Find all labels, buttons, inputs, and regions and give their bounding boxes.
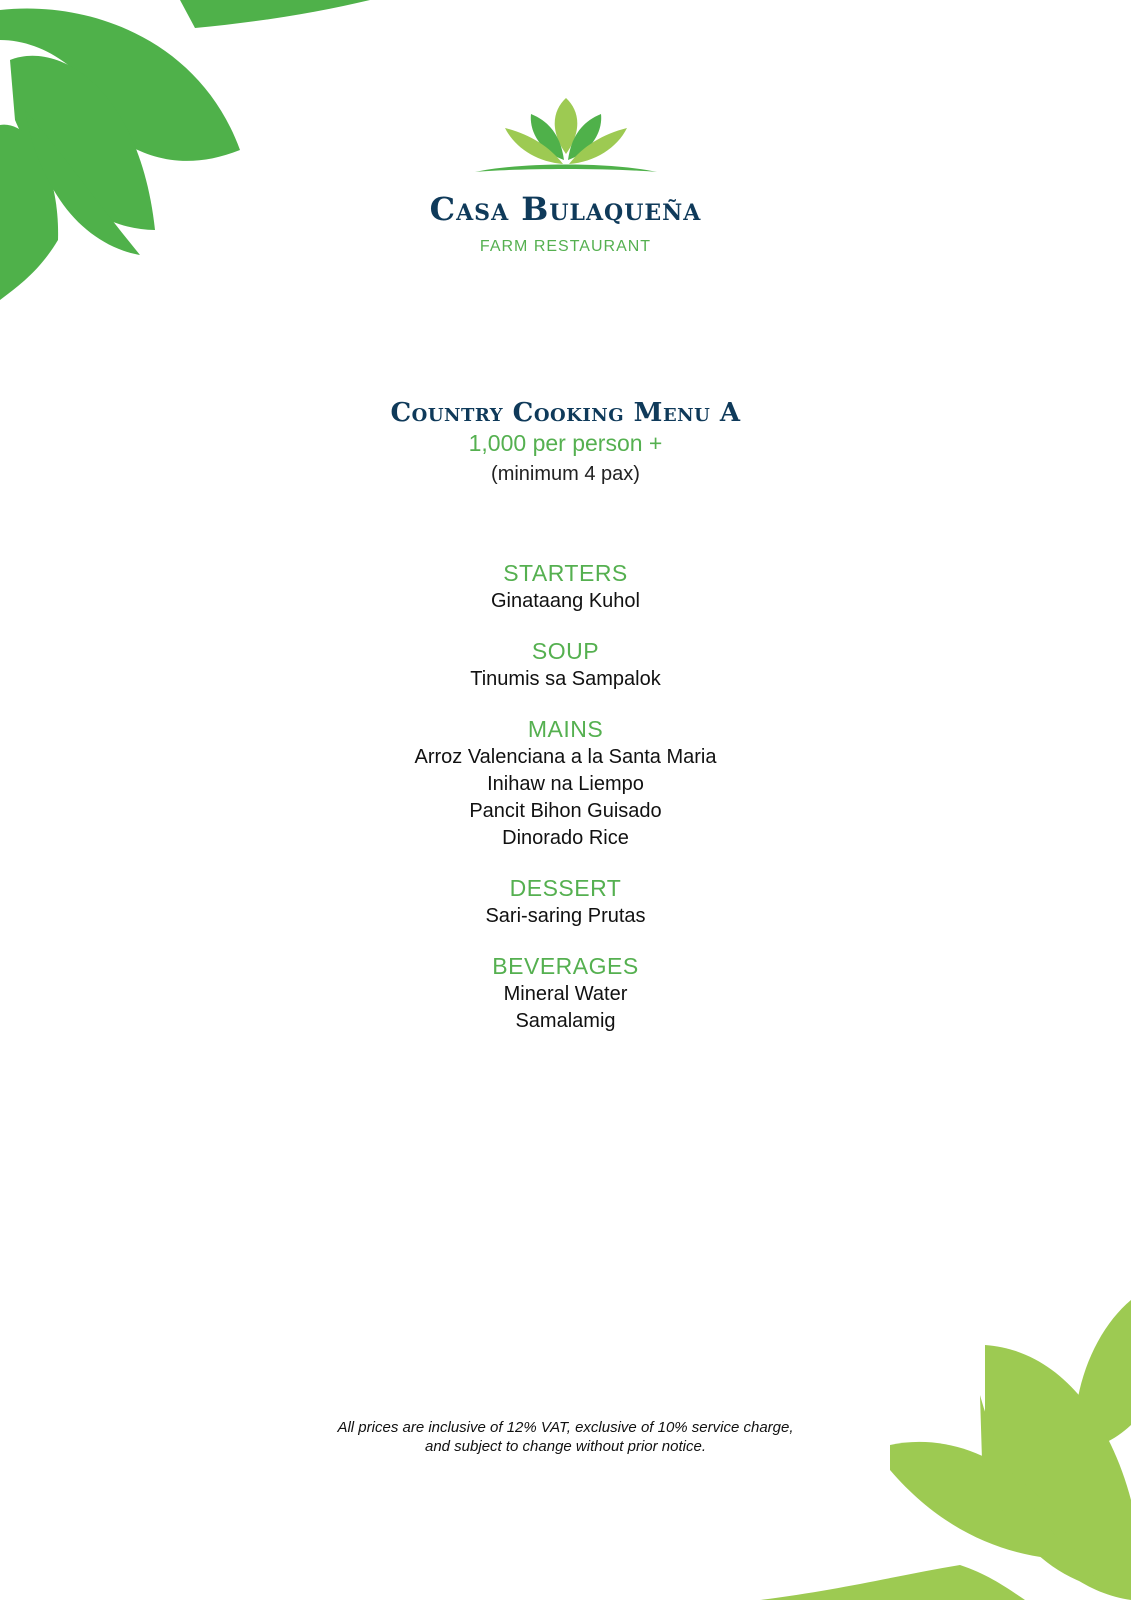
- menu-price: 1,000 per person +: [468, 430, 663, 456]
- menu-item: Ginataang Kuhol: [490, 590, 640, 612]
- menu-item: Dinorado Rice: [502, 827, 629, 849]
- price-note-line-1: All prices are inclusive of 12% VAT, exclusive of 10% service charge,: [337, 1419, 794, 1436]
- menu-item: Sari-saring Prutas: [485, 905, 646, 927]
- section-mains: [0, 714, 1131, 852]
- section-beverages: [0, 951, 1131, 1035]
- section-title: STARTERS: [503, 560, 628, 586]
- section-title: MAINS: [527, 716, 604, 742]
- brand-subtitle: FARM RESTAURANT: [479, 238, 652, 255]
- section-title: DESSERT: [509, 875, 622, 901]
- menu-sections: [0, 558, 1131, 1056]
- brand-name: Casa Bulaqueña: [429, 190, 702, 228]
- section-title: BEVERAGES: [492, 953, 639, 979]
- price-note: [0, 1418, 1131, 1456]
- menu-item: Samalamig: [515, 1010, 616, 1032]
- menu-minimum: (minimum 4 pax): [491, 463, 640, 485]
- menu-item: Arroz Valenciana a la Santa Maria: [414, 746, 717, 768]
- price-note-line-2: and subject to change without prior notice.: [424, 1438, 706, 1455]
- menu-item: Mineral Water: [503, 983, 628, 1005]
- section-dessert: [0, 873, 1131, 930]
- lotus-icon: [471, 92, 661, 176]
- menu-title-block: [0, 398, 1131, 486]
- section-starters: [0, 558, 1131, 615]
- menu-item: Tinumis sa Sampalok: [470, 668, 661, 690]
- menu-title: Country Cooking Menu A: [390, 398, 741, 428]
- section-soup: [0, 636, 1131, 693]
- brand-header: [0, 92, 1131, 256]
- section-title: SOUP: [531, 638, 600, 664]
- menu-item: Pancit Bihon Guisado: [469, 800, 662, 822]
- menu-item: Inihaw na Liempo: [487, 773, 644, 795]
